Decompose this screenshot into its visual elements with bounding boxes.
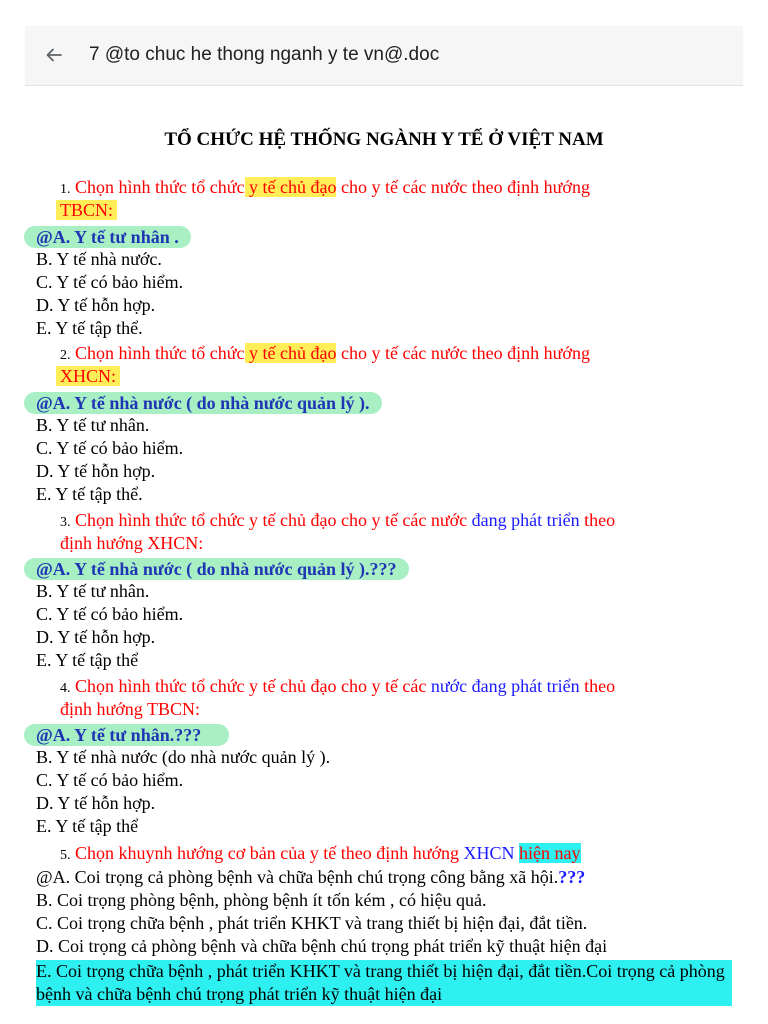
question-text: Chọn hình thức tổ chức <box>75 177 245 197</box>
question-1-tail <box>56 199 716 222</box>
answer-d: D. Y tế hỗn hợp. <box>36 461 156 481</box>
answer-d: D. Coi trọng cả phòng bệnh và chữa bệnh chú trọng phát triển kỹ thuật hiện đại <box>36 936 608 956</box>
answer-b: B. Y tế nhà nước. <box>36 249 162 269</box>
correct-answer: @A. Y tế nhà nước ( do nhà nước quản lý ).??? <box>24 558 409 580</box>
correct-answer: @A. Y tế tư nhân . <box>24 226 191 248</box>
answer-c: C. Y tế có bảo hiểm. <box>36 272 184 292</box>
answer-e: E. Y tế tập thể. <box>36 318 143 338</box>
answer-d: D. Y tế hỗn hợp. <box>36 627 156 647</box>
answer-d: D. Y tế hỗn hợp. <box>36 793 156 813</box>
answer-c: C. Y tế có bảo hiểm. <box>36 604 184 624</box>
question-highlight: TBCN: <box>56 200 117 220</box>
question-5 <box>60 842 720 867</box>
question-1 <box>60 176 720 201</box>
answer-b: B. Y tế tư nhân. <box>36 581 150 601</box>
document-title: 7 @to chuc he thong nganh y te vn@.doc <box>89 44 440 65</box>
question-number: 1. <box>60 182 71 197</box>
answer-b: B. Y tế tư nhân. <box>36 415 150 435</box>
answer-e: E. Y tế tập thể. <box>36 484 143 504</box>
question-text: Chọn hình thức tổ chức y tế chủ đạo cho y tế các <box>75 676 431 696</box>
answer-a <box>36 866 585 889</box>
answer-e: E. Y tế tập thể <box>36 816 139 836</box>
document-heading: TỔ CHỨC HỆ THỐNG NGÀNH Y TẾ Ở VIỆT NAM <box>164 129 604 150</box>
question-blue-text: XHCN <box>463 843 515 863</box>
question-2-tail <box>56 365 716 388</box>
document-page <box>0 86 768 1024</box>
question-highlight: y tế chủ đạo <box>244 177 337 197</box>
question-text: Chọn khuynh hướng cơ bản của y tế theo định hướng <box>75 843 464 863</box>
answer-c: C. Y tế có bảo hiểm. <box>36 770 184 790</box>
answer-question-marks: ??? <box>558 867 586 887</box>
question-text: Chọn hình thức tổ chức y tế chủ đạo cho y tế các nước <box>75 510 472 530</box>
question-number: 2. <box>60 348 71 363</box>
answer-text: @A. Coi trọng cả phòng bệnh và chữa bệnh chú trọng công bằng xã hội. <box>36 867 559 887</box>
question-3-tail: định hướng XHCN: <box>60 533 204 553</box>
question-blue-text: nước <box>430 676 472 696</box>
answer-b: B. Y tế nhà nước (do nhà nước quản lý ). <box>36 747 331 767</box>
question-2 <box>60 342 720 367</box>
question-text: theo <box>579 510 616 530</box>
back-button[interactable] <box>39 40 69 70</box>
question-4 <box>60 675 720 700</box>
answer-e: E. Coi trọng chữa bệnh , phát triển KHKT và trang thiết bị hiện đại, đắt tiền.Coi trọng cả phòng bệnh và chữa bệnh chú trọng phát triển kỹ thuật hiện đại <box>36 960 732 1006</box>
question-highlight: hiện nay <box>519 843 581 863</box>
answer-d: D. Y tế hỗn hợp. <box>36 295 156 315</box>
question-number: 5. <box>60 848 71 863</box>
correct-answer: @A. Y tế tư nhân.??? <box>24 724 229 746</box>
answer-c: C. Y tế có bảo hiểm. <box>36 438 184 458</box>
arrow-left-icon <box>45 46 63 64</box>
question-highlight: y tế chủ đạo <box>244 343 337 363</box>
question-3 <box>60 509 720 534</box>
question-number: 4. <box>60 681 71 696</box>
question-highlight: XHCN: <box>56 366 120 386</box>
answer-c: C. Coi trọng chữa bệnh , phát triển KHKT và trang thiết bị hiện đại, đắt tiền. <box>36 913 588 933</box>
question-blue-text: đang phát triển <box>471 510 580 530</box>
question-text: cho y tế các nước theo định hướng <box>336 177 590 197</box>
answer-e: E. Y tế tập thể <box>36 650 139 670</box>
question-text: theo <box>579 676 616 696</box>
question-text: cho y tế các nước theo định hướng <box>336 343 590 363</box>
question-blue-text: đang phát triển <box>471 676 580 696</box>
correct-answer: @A. Y tế nhà nước ( do nhà nước quản lý ). <box>24 392 382 414</box>
answer-b: B. Coi trọng phòng bệnh, phòng bệnh ít tốn kém , có hiệu quả. <box>36 890 487 910</box>
question-number: 3. <box>60 515 71 530</box>
question-4-tail: định hướng TBCN: <box>60 699 200 719</box>
question-text: Chọn hình thức tổ chức <box>75 343 245 363</box>
top-app-bar <box>25 26 743 86</box>
